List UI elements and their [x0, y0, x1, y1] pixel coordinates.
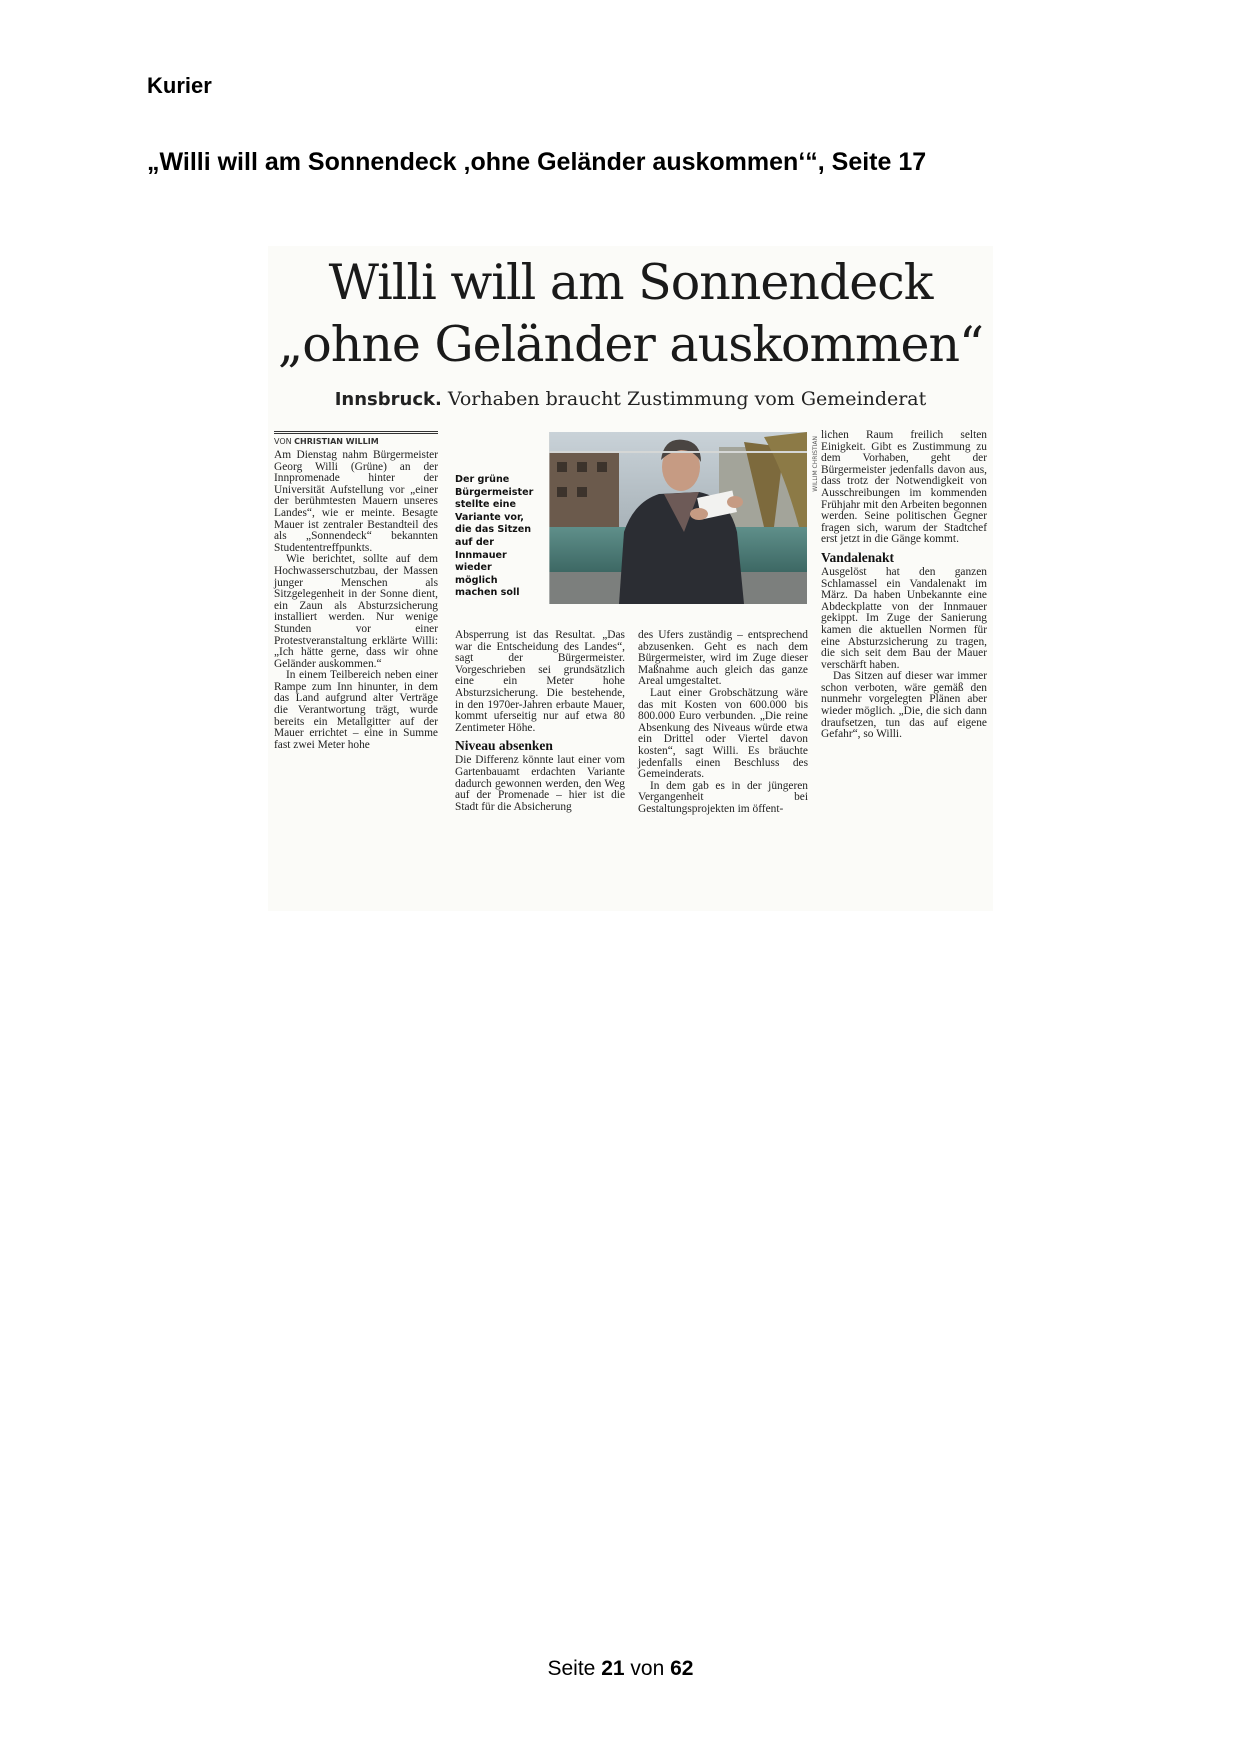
paragraph: Wie berichtet, sollte auf dem Hochwasserschutzbau, der Massen junger Menschen als Sitzgelegenheit in der Sonne dient, ein Zaun als Absturzsicherung installiert werden. Nur wenige Stunden vor einer Protestveranstaltung erklärte Willi: „Ich hätte gerne, dass wir ohne Geländer auskommen.“ [274, 553, 438, 670]
subheadline [268, 388, 993, 410]
page-of-label: von [630, 1657, 665, 1680]
paragraph: lichen Raum freilich selten Einigkeit. Gibt es Zustimmung zu dem Vorhaben, geht der Bürgermeister jedenfalls davon aus, dass trotz der Notwendigkeit von Ausschreibungen im kommenden Frühjahr mit den Arbeiten begonnen werden. Seine politischen Gegner fragen sich, warum der Stadtchef erst jetzt in die Gänge kommt. [821, 429, 987, 546]
byline-rule [274, 431, 438, 434]
photo-caption: Der grüne Bürgermeister stellte eine Variante vor, die das Sitzen auf der Innmauer wieder möglich machen soll [455, 474, 534, 599]
paragraph: Ausgelöst hat den ganzen Schlamassel ein Vandalenakt im März. Da haben Unbekannte eine Abdeckplatte von der Innmauer gekippt. Im Zuge der Sanierung kamen die aktuellen Normen für eine Absturzsicherung zu tragen, die sich seit dem Bau der Mauer verschärft haben. [821, 565, 987, 671]
paragraph: des Ufers zuständig – entsprechend abzusenken. Geht es nach dem Bürgermeister, wird im Zuge dieser Maßnahme auch gleich das ganze Areal umgestaltet. [638, 629, 808, 688]
subheadline-text: Vorhaben braucht Zustimmung vom Gemeinderat [447, 388, 927, 410]
byline-prefix: VON [274, 437, 292, 446]
document-title: „Willi will am Sonnendeck ‚ohne Geländer auskommen‘“, Seite 17 [147, 148, 927, 176]
paragraph: Absperrung ist das Resultat. „Das war die Entscheidung des Landes“, sagt der Bürgermeister. Vorgeschrieben sei grundsätzlich eine ein Meter hohe Absturzsicherung. Die bestehende, in den 1970er-Jahren erbaute Mauer, kommt uferseitig nur auf etwa 80 Zentimeter Höhe. [455, 629, 625, 734]
current-page: 21 [601, 1657, 625, 1680]
page-label: Seite [547, 1657, 596, 1680]
paragraph: Laut einer Grobschätzung wäre das mit Kosten von 600.000 bis 800.000 Euro verbunden. „Die reine Absenkung des Niveaus würde etwa ein Drittel oder Viertel davon kosten“, sagt Willi. Es bräuchte jedenfalls einen Beschluss des Gemeinderats. [638, 686, 808, 781]
source-name: Kurier [147, 73, 212, 98]
paragraph: In einem Teilbereich neben einer Rampe zum Inn hinunter, in dem das Land aufgrund alter Verträge die Verantwortung trägt, wurde bereits ein Metallgitter auf der Mauer errichtet – eine in Summe fast zwei Meter hohe [274, 669, 438, 751]
paragraph: Am Dienstag nahm Bürgermeister Georg Willi (Grüne) an der Innpromenade hinter der Universität Aufstellung vor „einer der berühmtesten Mauern unseres Landes“, wie er meinte. Besagte Mauer ist zentraler Bestandteil des als „Sonnendeck“ bekannten Studententreffpunkts. [274, 449, 438, 554]
paragraph: In dem gab es in der jüngeren Vergangenheit bei Gestaltungsprojekten im öffent- [638, 779, 808, 815]
page-number-footer [0, 1657, 1241, 1681]
article-column-2 [455, 630, 625, 813]
article-column-3 [638, 630, 808, 816]
paragraph: Das Sitzen auf dieser war immer schon verboten, wäre gemäß den nunmehr vorgelegten Plänen aber wieder möglich. „Die, die sich dann draufsetzen, tun das auf eigene Gefahr“, so Willi. [821, 670, 987, 741]
paragraph: Die Differenz könnte laut einer vom Gartenbauamt erdachten Variante dadurch gewonnen werden, den Weg auf der Promenade – hier ist die Stadt für die Absicherung [455, 754, 625, 813]
newspaper-clipping [268, 246, 993, 911]
total-pages: 62 [670, 1657, 694, 1680]
article-column-1 [274, 450, 438, 751]
subheadline-location: Innsbruck. [334, 389, 442, 410]
headline-line-1: Willi will am Sonnendeck [328, 254, 933, 311]
headline-line-2: „ohne Geländer auskommen“ [277, 316, 984, 373]
section-heading: Niveau absenken [455, 738, 553, 754]
section-heading: Vandalenakt [821, 549, 895, 565]
article-column-4 [821, 430, 987, 741]
photo-credit: WILLIM CHRISTIAN [812, 436, 819, 492]
byline-author: CHRISTIAN WILLIM [294, 437, 379, 446]
byline [274, 437, 438, 446]
article-photo [549, 432, 807, 604]
